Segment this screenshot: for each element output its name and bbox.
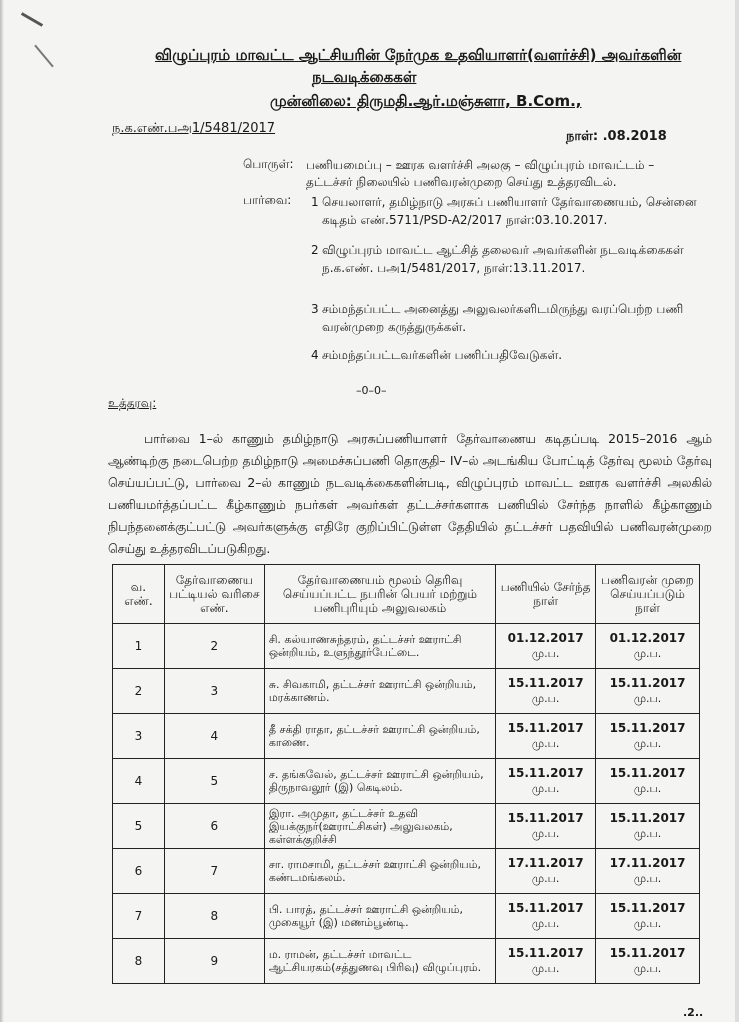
regularized-session: மு.ப. [633,917,662,930]
col-header-regularized: பணிவரன் முறை செய்யப்படும் நாள் [596,565,700,624]
cell-regularized [596,804,700,849]
joined-date: 15.11.2017 [507,721,584,735]
cell-serial: 7 [113,894,165,939]
cell-joined [496,714,596,759]
col-header-rank: தேர்வாணைய பட்டியல் வரிசை எண். [164,565,264,624]
cell-regularized [596,939,700,984]
cell-rank: 2 [164,624,264,669]
joined-session: மு.ப. [531,962,560,975]
regularized-date: 15.11.2017 [609,811,686,825]
cell-joined [496,669,596,714]
joined-date: 15.11.2017 [507,811,584,825]
regularized-session: மு.ப. [633,692,662,705]
reference-item [311,241,700,277]
joined-session: மு.ப. [531,917,560,930]
regularized-date: 15.11.2017 [609,676,686,690]
joined-session: மு.ப. [531,782,560,795]
reference-text: சம்மந்தப்பட்டவர்களின் பணிப்பதிவேடுகள். [322,348,563,362]
cell-joined [496,759,596,804]
regularized-date: 15.11.2017 [609,946,686,960]
reference-item [311,346,700,364]
cell-serial: 4 [113,759,165,804]
regularized-session: மு.ப. [633,647,662,660]
joined-date: 15.11.2017 [507,901,584,915]
appointment-table [112,564,700,984]
joined-date: 17.11.2017 [507,856,584,870]
regularized-session: மு.ப. [633,872,662,885]
document-title: விழுப்புரம் மாவட்ட ஆட்சியரின் நேர்முக உதவியாளர்(வளர்ச்சி) அவர்களின் [155,46,682,64]
cell-joined [496,939,596,984]
order-label: உத்தரவு: [108,396,157,410]
joined-date: 15.11.2017 [507,766,584,780]
col-header-name-office: தேர்வாணையம் மூலம் தெரிவு செய்யப்பட்ட நபரின் பெயர் மற்றும் பணிபுரியும் அலுவலகம் [264,565,495,624]
table-row [113,669,700,714]
subject-text: பணியமைப்பு – ஊரக வளர்ச்சி அலகு – விழுப்புரம் மாவட்டம் – தட்டச்சர் நிலையில் பணிவரன்முறை செய்து உத்தரவிடல். [306,158,655,189]
cell-name-office: சி. கல்யாணசுந்தரம், தட்டச்சர் ஊராட்சி ஒன்றியம், உளுந்தூர்பேட்டை. [264,624,495,669]
cell-rank: 9 [164,939,264,984]
cell-name-office: ச. தங்கவேல், தட்டச்சர் ஊராட்சி ஒன்றியம், திருநாவலூர் (இ) கெடிலம். [264,759,495,804]
regularized-date: 15.11.2017 [609,721,686,735]
regularized-date: 15.11.2017 [609,766,686,780]
regularized-date: 15.11.2017 [609,901,686,915]
regularized-session: மு.ப. [633,827,662,840]
cell-regularized [596,849,700,894]
cell-joined [496,894,596,939]
joined-session: மு.ப. [531,647,560,660]
reference-item [311,300,700,336]
cell-serial: 5 [113,804,165,849]
scan-edge-right [735,0,739,1022]
reference-number-3: 3 [311,302,319,316]
presence-line: முன்னிலை: திருமதி.ஆர்.மஞ்சுளா, B.Com., [270,92,582,110]
page-marker: .2.. [683,1006,704,1019]
cell-rank: 6 [164,804,264,849]
reference-item [311,193,700,229]
document-title-line2: நடவடிக்கைகள் [312,68,417,86]
cell-regularized [596,624,700,669]
reference-number-4: 4 [311,348,319,362]
cell-serial: 1 [113,624,165,669]
cell-name-office: ம. ராமன், தட்டச்சர் மாவட்ட ஆட்சியரகம்(சத்துணவு பிரிவு) விழுப்புரம். [264,939,495,984]
joined-session: மு.ப. [531,737,560,750]
table-row [113,939,700,984]
cell-serial: 3 [113,714,165,759]
reference-text: செயலாளர், தமிழ்நாடு அரசுப் பணியாளர் தேர்வாணையம், சென்னை கடிதம் எண்.5711/PSD-A2/2017 நாள்:03.10.2017. [322,195,697,227]
cell-joined [496,804,596,849]
pen-mark [34,45,54,68]
table-header-row [113,565,700,624]
document-date: நாள்: .08.2018 [566,129,667,144]
cell-name-office: சு. சிவகாமி, தட்டச்சர் ஊராட்சி ஒன்றியம், மரக்காணம். [264,669,495,714]
joined-session: மு.ப. [531,872,560,885]
table-row [113,759,700,804]
col-header-serial: வ. எண். [113,565,165,624]
cell-joined [496,849,596,894]
cell-regularized [596,669,700,714]
cell-serial: 2 [113,669,165,714]
cell-serial: 6 [113,849,165,894]
reference-number-2: 2 [311,243,319,257]
regularized-session: மு.ப. [633,737,662,750]
col-header-joined: பணியில் சேர்ந்த நாள் [496,565,596,624]
reference-number: ந.க.எண்.பஅ1/5481/2017 [112,121,276,136]
subject-label: பொருள்: [243,157,294,171]
reference-number-1: 1 [311,195,319,209]
table-row [113,624,700,669]
reference-text: விழுப்புரம் மாவட்ட ஆட்சித் தலைவர் அவர்களின் நடவடிக்கைகள் ந.க.எண். பஅ1/5481/2017, நாள்:13.11.2017. [322,243,684,275]
cell-serial: 8 [113,939,165,984]
cell-regularized [596,894,700,939]
joined-date: 01.12.2017 [507,631,584,645]
regularized-date: 01.12.2017 [609,631,686,645]
cell-regularized [596,759,700,804]
cell-rank: 8 [164,894,264,939]
cell-joined [496,624,596,669]
table-row [113,894,700,939]
pen-mark [21,12,43,27]
table-row [113,714,700,759]
regularized-session: மு.ப. [633,782,662,795]
section-separator: –0–0– [356,384,387,397]
cell-rank: 7 [164,849,264,894]
joined-date: 15.11.2017 [507,676,584,690]
table-row [113,849,700,894]
cell-name-office: தீ சக்தி ராதா, தட்டச்சர் ஊராட்சி ஒன்றியம், காணை. [264,714,495,759]
cell-name-office: சா. ராமசாமி, தட்டச்சர் ஊராட்சி ஒன்றியம், கண்டமங்கலம். [264,849,495,894]
joined-session: மு.ப. [531,827,560,840]
table-row [113,804,700,849]
order-body: பார்வை 1–ல் காணும் தமிழ்நாடு அரசுப்பணியாளர் தேர்வாணைய கடிதப்படி 2015–2016 ஆம் ஆண்டிற்கு நடைபெற்ற தமிழ்நாடு அமைச்சுப்பணி தொகுதி– IV–ல் அடங்கிய போட்டித் தேர்வு மூலம் தேர்வு செய்யப்பட்டு, பார்வை 2–ல் காணும் நடவடிக்கைகளின்படி, விழுப்புரம் மாவட்ட ஊரக வளர்ச்சி அலகில் பணியமர்த்தப்பட்ட கீழ்காணும் நபர்கள் அவர்கள் தட்டச்சர்களாக பணியில் சேர்ந்த நாளில் கீழ்காணும் நிபந்தனைக்குட்பட்டு அவர்களுக்கு எதிரே குறிப்பிட்டுள்ள தேதியில் தட்டச்சர் பதவியில் பணிவரன்முறை செய்து உத்தரவிடப்படுகிறது. [108,431,712,556]
cell-name-office: பி. பாரத், தட்டச்சர் ஊராட்சி ஒன்றியம், முகையூர் (இ) மணம்பூண்டி. [264,894,495,939]
regularized-session: மு.ப. [633,962,662,975]
regularized-date: 17.11.2017 [609,856,686,870]
joined-date: 15.11.2017 [507,946,584,960]
references-label: பார்வை: [243,193,292,207]
reference-text: சம்மந்தப்பட்ட அனைத்து அலுவலர்களிடமிருந்து வரப்பெற்ற பணி வரன்முறை கருத்துருக்கள். [322,302,684,334]
cell-rank: 4 [164,714,264,759]
cell-rank: 3 [164,669,264,714]
cell-name-office: இரா. அமுதா, தட்டச்சர் உதவி இயக்குநர்(ஊராட்சிகள்) அலுவலகம், கள்ளக்குறிச்சி [264,804,495,849]
cell-rank: 5 [164,759,264,804]
joined-session: மு.ப. [531,692,560,705]
scan-edge-left [0,0,4,1022]
cell-regularized [596,714,700,759]
